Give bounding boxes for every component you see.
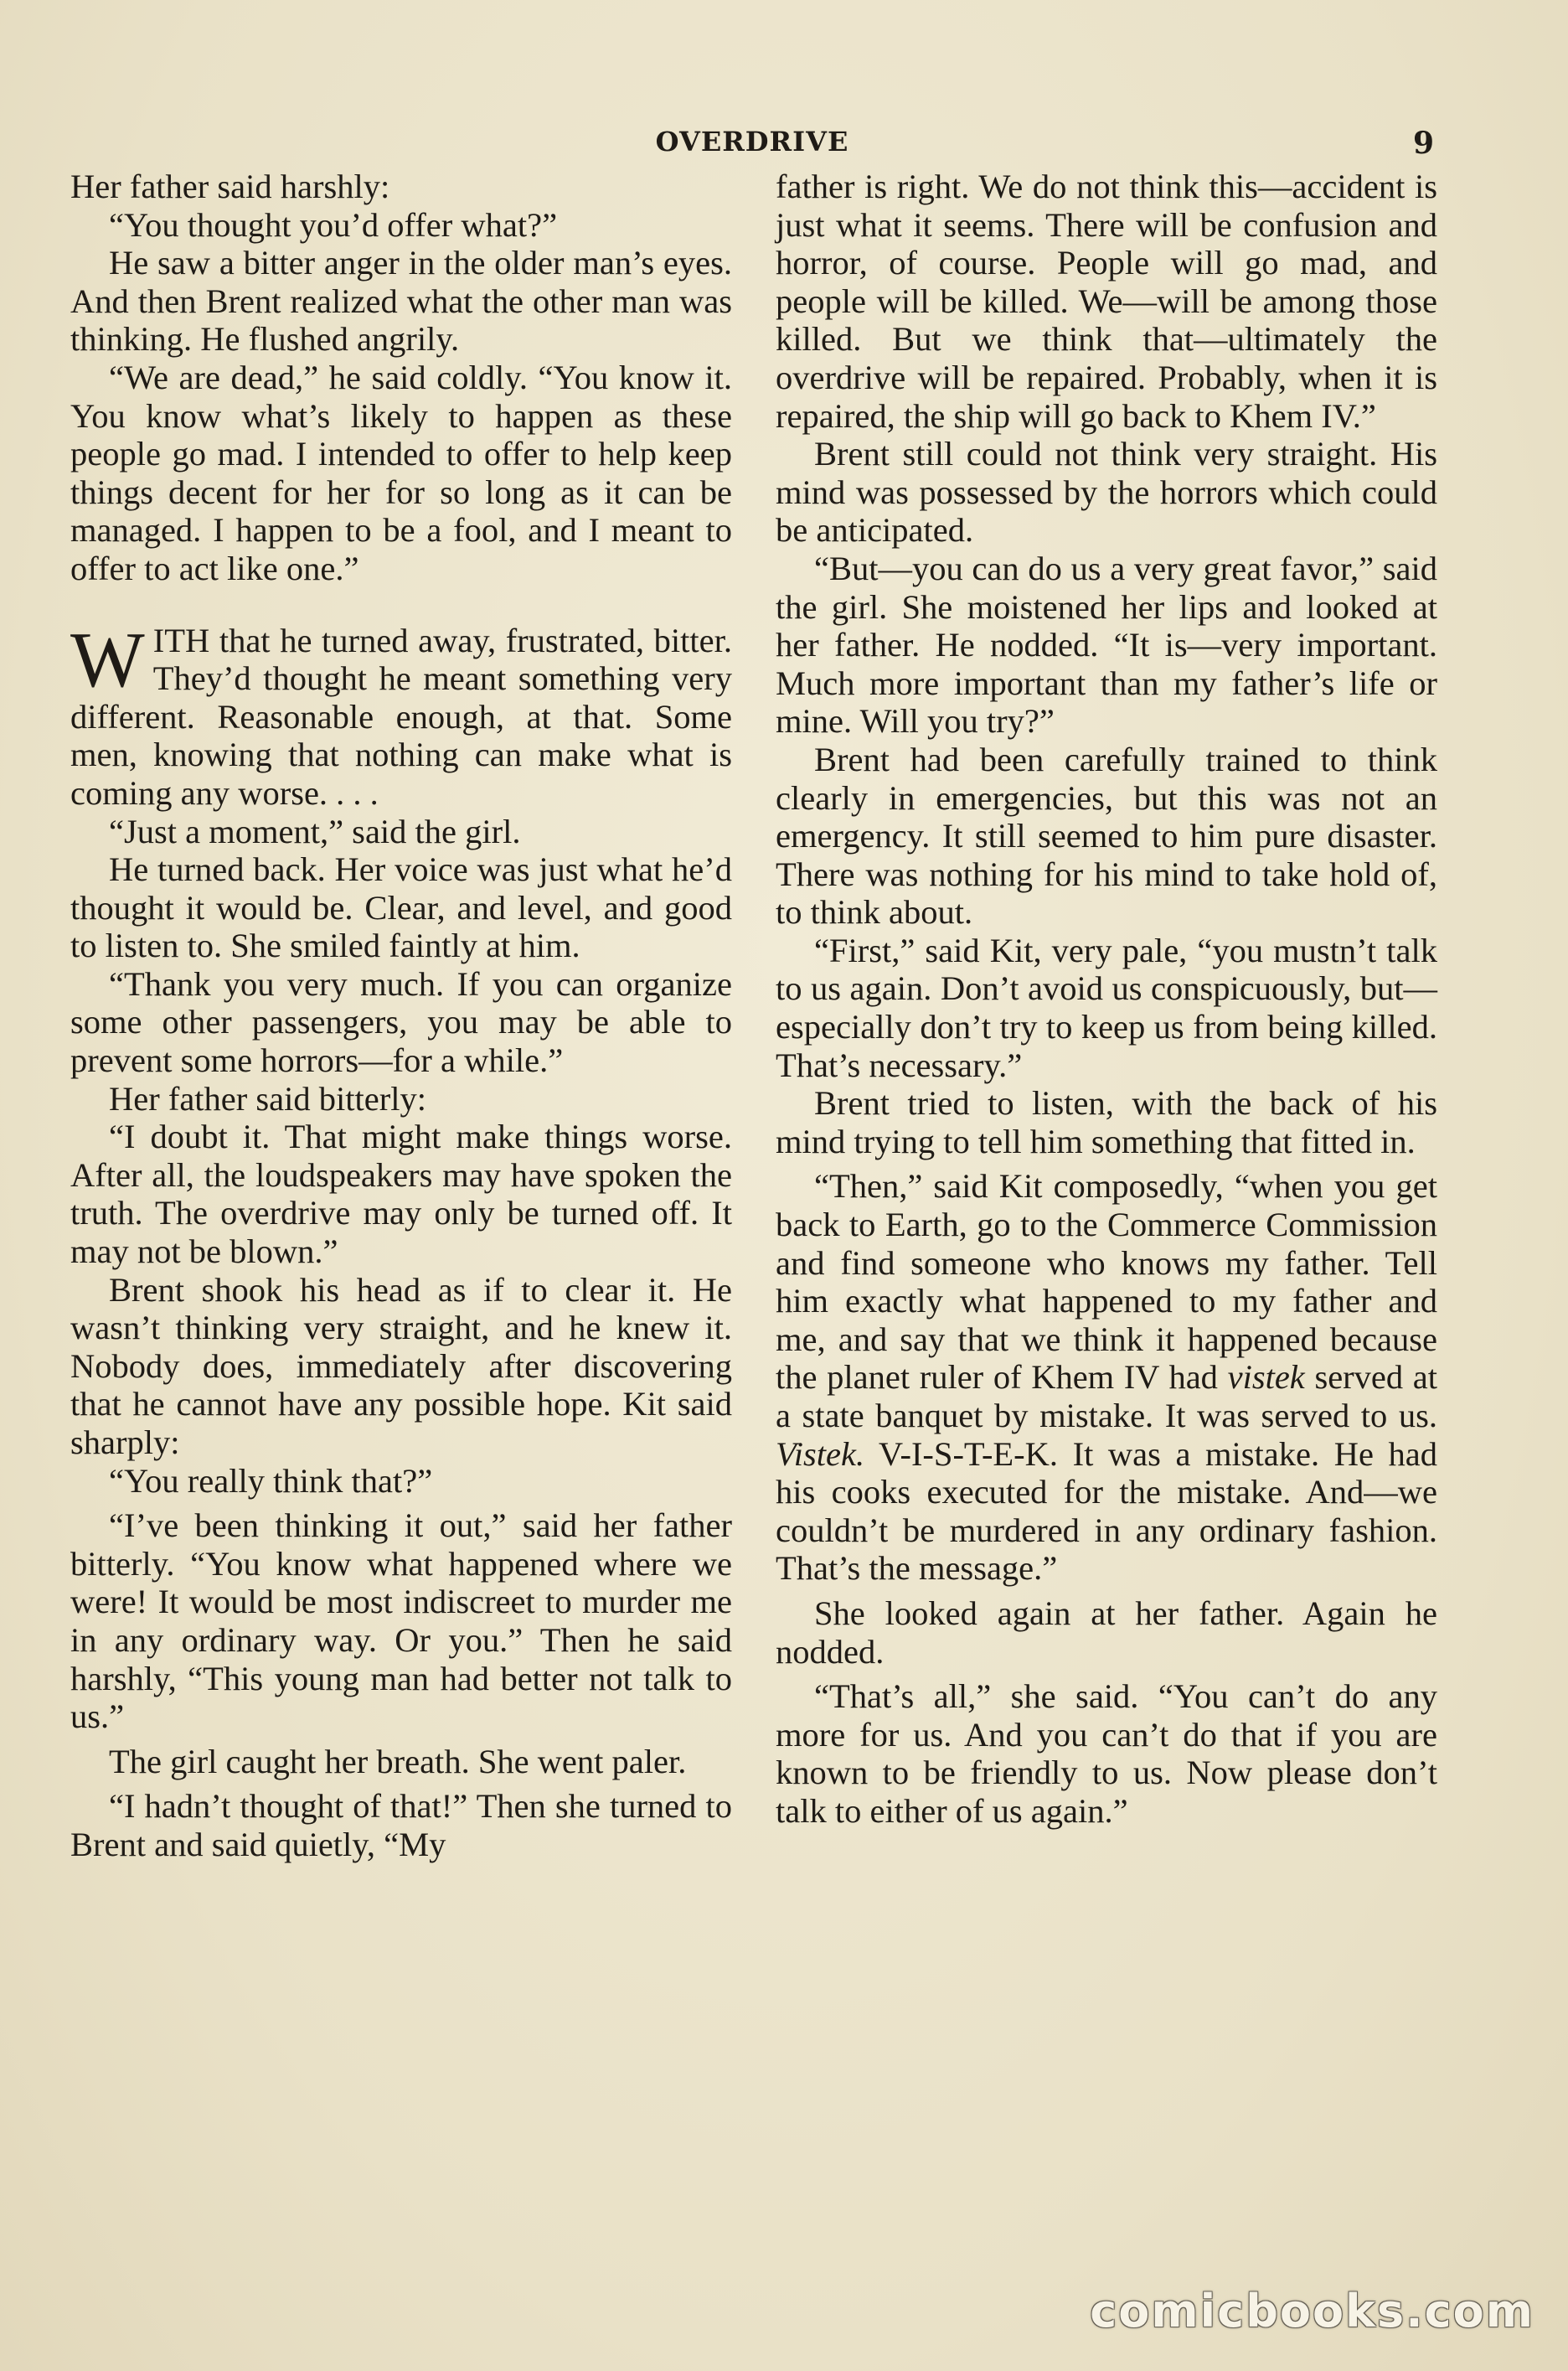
drop-cap: W <box>70 616 145 704</box>
paragraph: “First,” said Kit, very pale, “you mustn’t talk to us again. Don’t avoid us conspicuously, but—especially don’t try to keep us from being killed. That’s necessary.” <box>776 931 1437 1084</box>
paragraph: father is right. We do not think this—accident is just what it seems. There will be confusion and horror, of course. People will go mad, and people will be killed. We—will be among those killed. But we think that—ultimately the overdrive will be repaired. Probably, when it is repaired, the ship will go back to Khem IV.” <box>776 168 1437 435</box>
paragraph: He turned back. Her voice was just what he’d thought it would be. Clear, and level, and good to listen to. She smiled faintly at him. <box>70 850 732 965</box>
section-opening-paragraph <box>70 616 732 813</box>
paragraph <box>776 1167 1437 1588</box>
paragraph-text: “Then,” said Kit composedly, “when you get back to Earth, go to the Commerce Commission and find someone who knows my father. Tell him exactly what happened to my father and me, and say that we think it happened because the planet ruler of Khem IV had <box>776 1167 1437 1397</box>
paragraph: “I doubt it. That might make things worse. After all, the loudspeakers may have spoken the truth. The overdrive may only be turned off. It may not be blown.” <box>70 1118 732 1271</box>
paragraph: “You really think that?” <box>109 1461 433 1500</box>
running-title: OVERDRIVE <box>655 126 849 158</box>
paragraph: “You thought you’d offer what?” <box>109 205 558 244</box>
paragraph-text: served at a state banquet by mistake. It was served to us. <box>776 1358 1438 1434</box>
paragraph: Brent shook his head as if to clear it. He wasn’t thinking very straight, and he knew it. Nobody does, immediately after discovering that he cannot have any possible hope. Kit said sharply: <box>70 1270 732 1461</box>
paragraph: “Just a moment,” said the girl. <box>109 812 521 850</box>
paragraph: “I hadn’t thought of that!” Then she turned to Brent and said quietly, “My <box>70 1787 732 1863</box>
paragraph-text: V-I-S-T-E-K. It was a mistake. He had his cooks executed for the mistake. And—we couldn’t be murdered in any ordinary fashion. That’s the message.” <box>776 1434 1437 1588</box>
italic-word: Vistek. <box>776 1434 865 1473</box>
paragraph: “Thank you very much. If you can organize some other passengers, you may be able to prevent some horrors—for a while.” <box>70 964 732 1080</box>
paragraph: He saw a bitter anger in the older man’s eyes. And then Brent realized what the other man was thinking. He flushed angrily. <box>70 244 732 359</box>
paragraph: “That’s all,” she said. “You can’t do any more for us. And you can’t do that if you are known to be friendly to us. Now please don’t talk to either of us again.” <box>776 1677 1437 1830</box>
paragraph-text: ITH that he turned away, frustrated, bitter. They’d thought he meant something very different. Reasonable enough, at that. Some men, knowing that nothing can make what is coming any worse. . . . <box>70 621 732 812</box>
paragraph: Brent still could not think very straight. His mind was possessed by the horrors which could be anticipated. <box>776 435 1437 550</box>
paragraph: The girl caught her breath. She went paler. <box>109 1742 687 1780</box>
page-header <box>70 126 1434 168</box>
left-text-column <box>70 168 732 1864</box>
italic-word: vistek <box>1227 1358 1305 1397</box>
paragraph: “I’ve been thinking it out,” said her father bitterly. “You know what happened where we were! It would be most indiscreet to murder me in any ordinary way. Or you.” Then he said harshly, “This young man had better not talk to us.” <box>70 1506 732 1736</box>
paragraph: “We are dead,” he said coldly. “You know it. You know what’s likely to happen as these people go mad. I intended to offer to help keep things decent for her for so long as it can be managed. I happen to be a fool, and I meant to offer to act like one.” <box>70 358 732 587</box>
site-watermark: comicbooks.com <box>1090 2285 1534 2337</box>
paragraph: Brent tried to listen, with the back of his mind trying to tell him something that fitted in. <box>776 1084 1437 1160</box>
paragraph: “But—you can do us a very great favor,” said the girl. She moistened her lips and looked at her father. He nodded. “It is—very important. Much more important than my father’s life or mine. Will you try?” <box>776 549 1437 741</box>
paragraph: She looked again at her father. Again he nodded. <box>776 1594 1437 1671</box>
right-text-column <box>776 168 1437 1831</box>
paragraph: Brent had been carefully trained to think clearly in emergencies, but this was not an emergency. It still seemed to him pure disaster. There was nothing for his mind to take hold of, to think about. <box>776 740 1437 932</box>
page-number: 9 <box>1412 126 1434 161</box>
paragraph: Her father said bitterly: <box>109 1079 426 1118</box>
paragraph: Her father said harshly: <box>70 168 390 205</box>
